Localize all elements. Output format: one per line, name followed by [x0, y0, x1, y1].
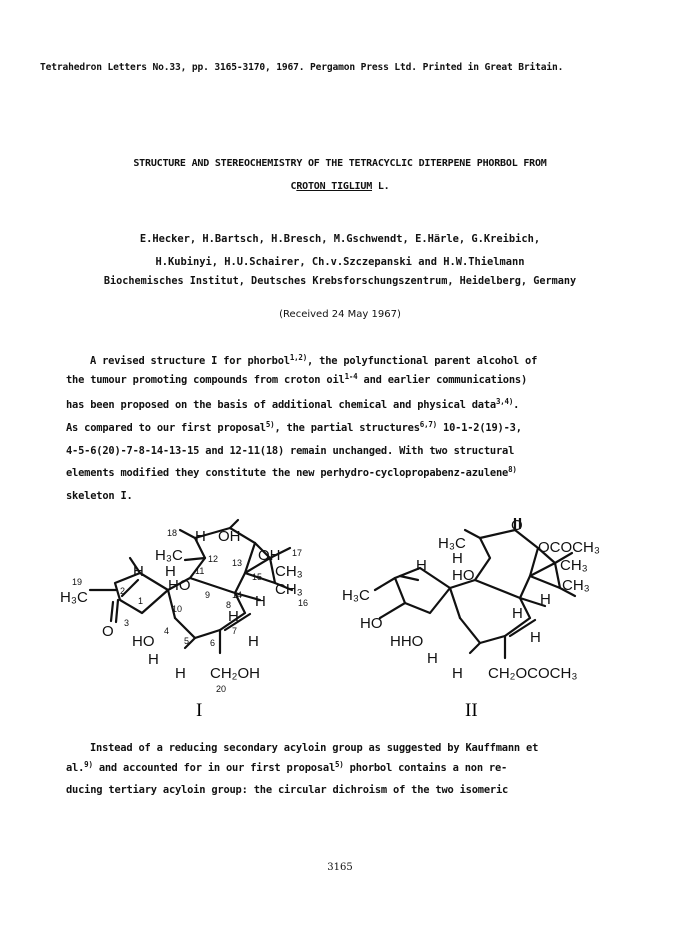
- num-I-1: 1: [138, 596, 144, 606]
- atom-II-H7: H: [530, 629, 541, 646]
- num-I-9: 9: [205, 590, 211, 600]
- atom-II-Hleft: H: [416, 557, 427, 574]
- atom-II-H5a: H: [427, 650, 438, 667]
- atom-I-H3C19: H₃C: [60, 589, 88, 606]
- atom-I-H14: H: [255, 593, 266, 610]
- title-line-1: STRUCTURE AND STEREOCHEMISTRY OF THE TETRACYCLIC DITERPENE PHORBOL FROM: [133, 158, 547, 169]
- atom-II-O: O: [511, 518, 523, 534]
- atom-II-H3C19: H₃C: [342, 587, 370, 604]
- atom-II-H11: H: [452, 550, 463, 567]
- atom-II-H8: H: [512, 605, 523, 622]
- atom-II-OCOCH3: OCOCH₃: [538, 539, 600, 556]
- num-I-11: 11: [195, 566, 205, 576]
- atom-I-H5a: H: [148, 651, 159, 668]
- atom-I-H11: H: [165, 563, 176, 580]
- atom-I-CH3b: CH₃: [275, 581, 303, 598]
- num-I-14: 14: [232, 590, 243, 600]
- affiliation: Biochemisches Institut, Deutsches Krebsforschungszentrum, Heidelberg, Germany: [103, 276, 577, 287]
- num-I-6: 6: [210, 638, 216, 648]
- atom-I-HO4: HO: [132, 633, 155, 650]
- atom-II-CH3b: CH₃: [562, 577, 590, 594]
- structure-figure: [60, 518, 620, 723]
- atom-II-CH2OCOCH3: CH₂OCOCH₃: [488, 665, 578, 682]
- title-suffix: L.: [372, 181, 390, 192]
- num-I-8: 8: [226, 600, 232, 610]
- para1-line-1: A revised structure I for phorbol$^{1,2)}$, the polyfunctional parent alcohol of: [90, 352, 538, 367]
- atom-I-OH-top: OH: [218, 528, 241, 545]
- authors-line-2: H.Kubinyi, H.U.Schairer, Ch.v.Szczepanski and H.W.Thielmann: [155, 256, 525, 268]
- num-I-17: 17: [292, 548, 303, 558]
- num-I-2: 2: [120, 586, 126, 596]
- para2-line-3: ducing tertiary acyloin group: the circular dichroism of the two isomeric: [66, 784, 509, 796]
- atom-I-CH2OH: CH₂OH: [210, 665, 260, 682]
- authors-line-1: E.Hecker, H.Bartsch, H.Bresch, M.Gschwendt, E.Härle, G.Kreibich,: [139, 233, 541, 245]
- atom-II-CH3a: CH₃: [560, 557, 588, 574]
- num-I-3: 3: [124, 618, 130, 628]
- num-I-18: 18: [167, 528, 178, 538]
- received-date: (Received 24 May 1967): [279, 309, 401, 320]
- num-I-10: 10: [172, 604, 183, 614]
- page-number: 3165: [327, 862, 353, 873]
- atom-I-H-top: H: [195, 528, 206, 545]
- atom-II-H3C: H₃C: [438, 535, 466, 552]
- label-structure-I: I: [196, 700, 203, 721]
- atom-I-CH3a: CH₃: [275, 563, 303, 580]
- num-I-16: 16: [298, 598, 309, 608]
- atom-I-H3C: H₃C: [155, 547, 183, 564]
- para1-line-4: As compared to our first proposal$^{5)}$, the partial structures$^{6,7)}$ 10-1-2(19)-3,: [66, 419, 522, 434]
- num-I-20: 20: [216, 684, 227, 694]
- para1-line-6: elements modified they constitute the new perhydro-cyclopropabenz-azulene$^{8)}$: [66, 464, 517, 479]
- para1-line-2: the tumour promoting compounds from croton oil$^{1-4}$ and earlier communications): [66, 371, 528, 386]
- journal-header: Tetrahedron Letters No.33, pp. 3165-3170, 1967. Pergamon Press Ltd. Printed in Great Britain.: [40, 62, 564, 73]
- atom-II-H5b: H: [452, 665, 463, 682]
- atom-I-OH17: OH: [258, 547, 281, 564]
- para1-line-7: skeleton I.: [66, 490, 133, 502]
- atom-I-H5b: H: [175, 665, 186, 682]
- para1-line-5: 4-5-6(20)-7-8-14-13-15 and 12-11(18) remain unchanged. With two structural: [66, 445, 515, 457]
- num-I-13: 13: [232, 558, 243, 568]
- title-prefix: C: [290, 181, 297, 192]
- para1-line-3: has been proposed on the basis of additional chemical and physical data$^{3,4)}$.: [66, 396, 520, 411]
- para2-line-2: al.$^{9)}$ and accounted for in our first proposal$^{5)}$ phorbol contains a non re-: [66, 759, 508, 774]
- para2-line-1: Instead of a reducing secondary acyloin group as suggested by Kauffmann et: [90, 742, 539, 754]
- atom-II-HO9: HO: [452, 567, 475, 584]
- title-species: ROTON TIGLIUM: [296, 181, 373, 192]
- num-I-12: 12: [208, 554, 219, 564]
- num-I-4: 4: [164, 626, 170, 636]
- atom-I-H8: H: [228, 608, 239, 625]
- num-I-7: 7: [232, 626, 238, 636]
- atom-I-HO9: HO: [168, 577, 191, 594]
- atom-I-H7: H: [248, 633, 259, 650]
- title-line-2: [0, 181, 680, 192]
- atom-II-H14: H: [540, 591, 551, 608]
- label-structure-II: II: [465, 700, 478, 721]
- atom-II-HHO: HHO: [390, 633, 424, 650]
- num-I-19: 19: [72, 577, 83, 587]
- atom-II-HO: HO: [360, 615, 383, 632]
- atom-I-O3: O: [102, 623, 114, 640]
- num-I-15: 15: [252, 572, 263, 582]
- num-I-5: 5: [184, 636, 190, 646]
- atom-I-Hleft: H: [133, 563, 144, 580]
